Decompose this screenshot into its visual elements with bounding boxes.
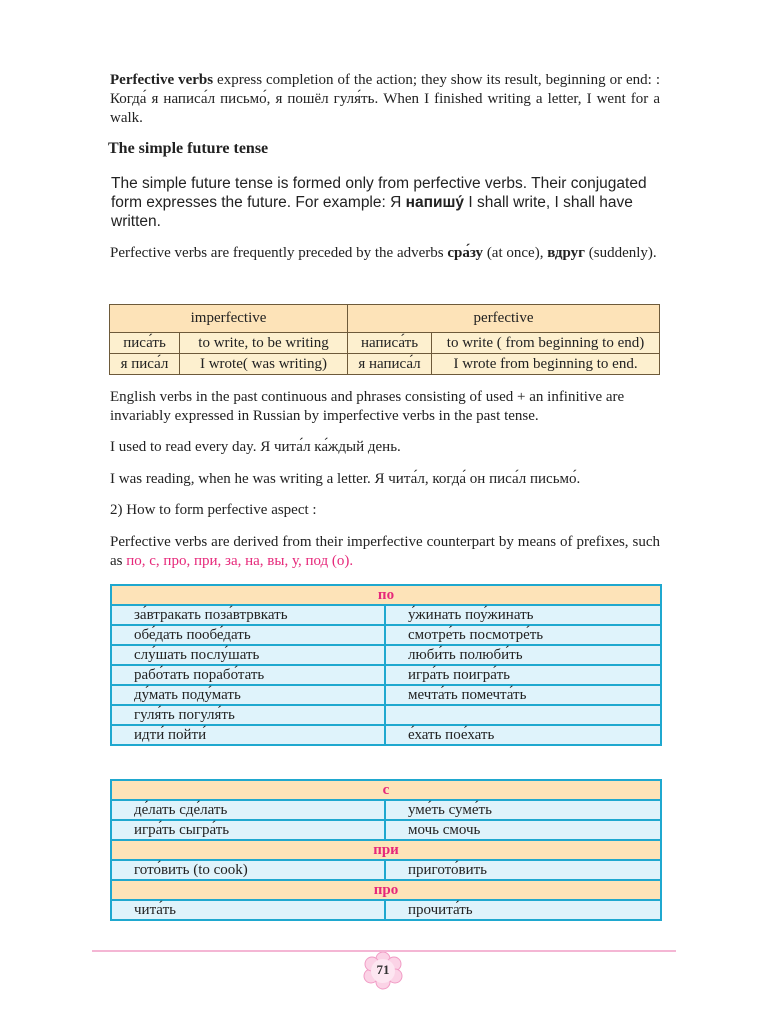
prefix-header-pro — [111, 880, 661, 900]
aspect-table — [109, 304, 660, 375]
example-used-to: I used to read every day. Я чита́л ка́ждый день. — [110, 439, 401, 455]
cell: чита́ть — [111, 900, 385, 920]
cell: игра́ть сыгра́ть — [111, 820, 385, 840]
cell: гото́вить (to cook) — [111, 860, 385, 880]
cell: люби́ть полюби́ть — [385, 645, 661, 665]
how-to-heading: 2) How to form perfective aspect : — [110, 502, 317, 518]
page-number: 71 — [376, 962, 390, 977]
section-heading: The simple future tense — [108, 140, 269, 157]
cell: идти́ пойти́ — [111, 725, 385, 745]
intro-paragraph — [110, 71, 660, 128]
cell: игра́ть поигра́ть — [385, 665, 661, 685]
cell: смотре́ть посмотре́ть — [385, 625, 661, 645]
derived-paragraph — [110, 533, 660, 571]
aspect-table-header — [110, 305, 660, 333]
cell: у́жинать поу́жинать — [385, 605, 661, 625]
prefix-label: при — [111, 840, 661, 860]
cell: писа́ть — [110, 333, 180, 354]
perfective-verbs-term: Perfective verbs — [110, 72, 214, 88]
cell: to write ( from beginning to end) — [432, 333, 660, 354]
cell: гуля́ть погуля́ть — [111, 705, 385, 725]
cell — [385, 705, 661, 725]
header-perfective: perfective — [348, 305, 660, 333]
table-row — [111, 665, 661, 685]
prefix-label: по — [111, 585, 661, 605]
header-imperfective: imperfective — [110, 305, 348, 333]
cell: пригото́вить — [385, 860, 661, 880]
table-row — [111, 820, 661, 840]
cell: мочь смочь — [385, 820, 661, 840]
table-row — [111, 625, 661, 645]
adverbs-text-3: (suddenly). — [584, 245, 657, 261]
cell: ду́мать поду́мать — [111, 685, 385, 705]
prefix-label: про — [111, 880, 661, 900]
prefix-po-table — [110, 584, 662, 746]
future-paragraph — [111, 174, 671, 231]
prefix-header-po — [111, 585, 661, 605]
adverb-srazu: сра́зу — [447, 245, 484, 261]
future-text-2: I shall write, I shall have written. — [111, 194, 633, 230]
example-was-reading: I was reading, when he was writing a letter. Я чита́л, когда́ он писа́л письмо́. — [110, 471, 581, 487]
cell: прочита́ть — [385, 900, 661, 920]
table-row — [111, 800, 661, 820]
cell: де́лать сде́лать — [111, 800, 385, 820]
table-row — [110, 354, 660, 375]
prefix-header-s — [111, 780, 661, 800]
table-row — [111, 900, 661, 920]
cell: за́втракать поза́втрвкать — [111, 605, 385, 625]
english-verbs-paragraph: English verbs in the past continuous and phrases consisting of used + an infinitive are invariably expressed in Russian by imperfective verbs in the past tense. — [110, 389, 625, 424]
table-row — [110, 333, 660, 354]
cell: написа́ть — [348, 333, 432, 354]
cell: я писа́л — [110, 354, 180, 375]
cell: I wrote( was writing) — [180, 354, 348, 375]
adverbs-text-2: (at once), — [483, 245, 548, 261]
cell: обе́дать пообе́дать — [111, 625, 385, 645]
future-example-verb: напишу́ — [405, 194, 465, 211]
adverbs-paragraph — [110, 244, 660, 263]
cell: to write, to be writing — [180, 333, 348, 354]
adverb-vdrug: вдруг — [547, 245, 585, 261]
adverbs-text-1: Perfective verbs are frequently preceded by the adverbs — [110, 245, 448, 261]
prefix-s-pri-pro-table — [110, 779, 662, 921]
intro-text: express completion of the action; they show its result, beginning or end: : Когда́ я написа́л письмо́, я пошёл гуля́ть. When I finished writing a letter, I went for a walk. — [110, 72, 660, 126]
table-row — [111, 860, 661, 880]
derived-text: Perfective verbs are derived from their imperfective counterpart by means of prefixes, such as — [110, 534, 660, 569]
cell: слу́шать послу́шать — [111, 645, 385, 665]
prefix-header-pri — [111, 840, 661, 860]
table-row — [111, 605, 661, 625]
page-number-badge — [362, 952, 404, 990]
cell: I wrote from beginning to end. — [432, 354, 660, 375]
cell: я написа́л — [348, 354, 432, 375]
prefix-label: с — [111, 780, 661, 800]
table-row — [111, 705, 661, 725]
cell: уме́ть суме́ть — [385, 800, 661, 820]
cell: мечта́ть помечта́ть — [385, 685, 661, 705]
future-text-1: The simple future tense is formed only from perfective verbs. Their conjugated form expresses the future. For example: Я — [111, 175, 647, 211]
cell: рабо́тать порабо́тать — [111, 665, 385, 685]
table-row — [111, 725, 661, 745]
table-row — [111, 685, 661, 705]
cell: е́хать пое́хать — [385, 725, 661, 745]
table-row — [111, 645, 661, 665]
prefix-list: по, с, про, при, за, на, вы, у, под (о). — [126, 553, 354, 569]
